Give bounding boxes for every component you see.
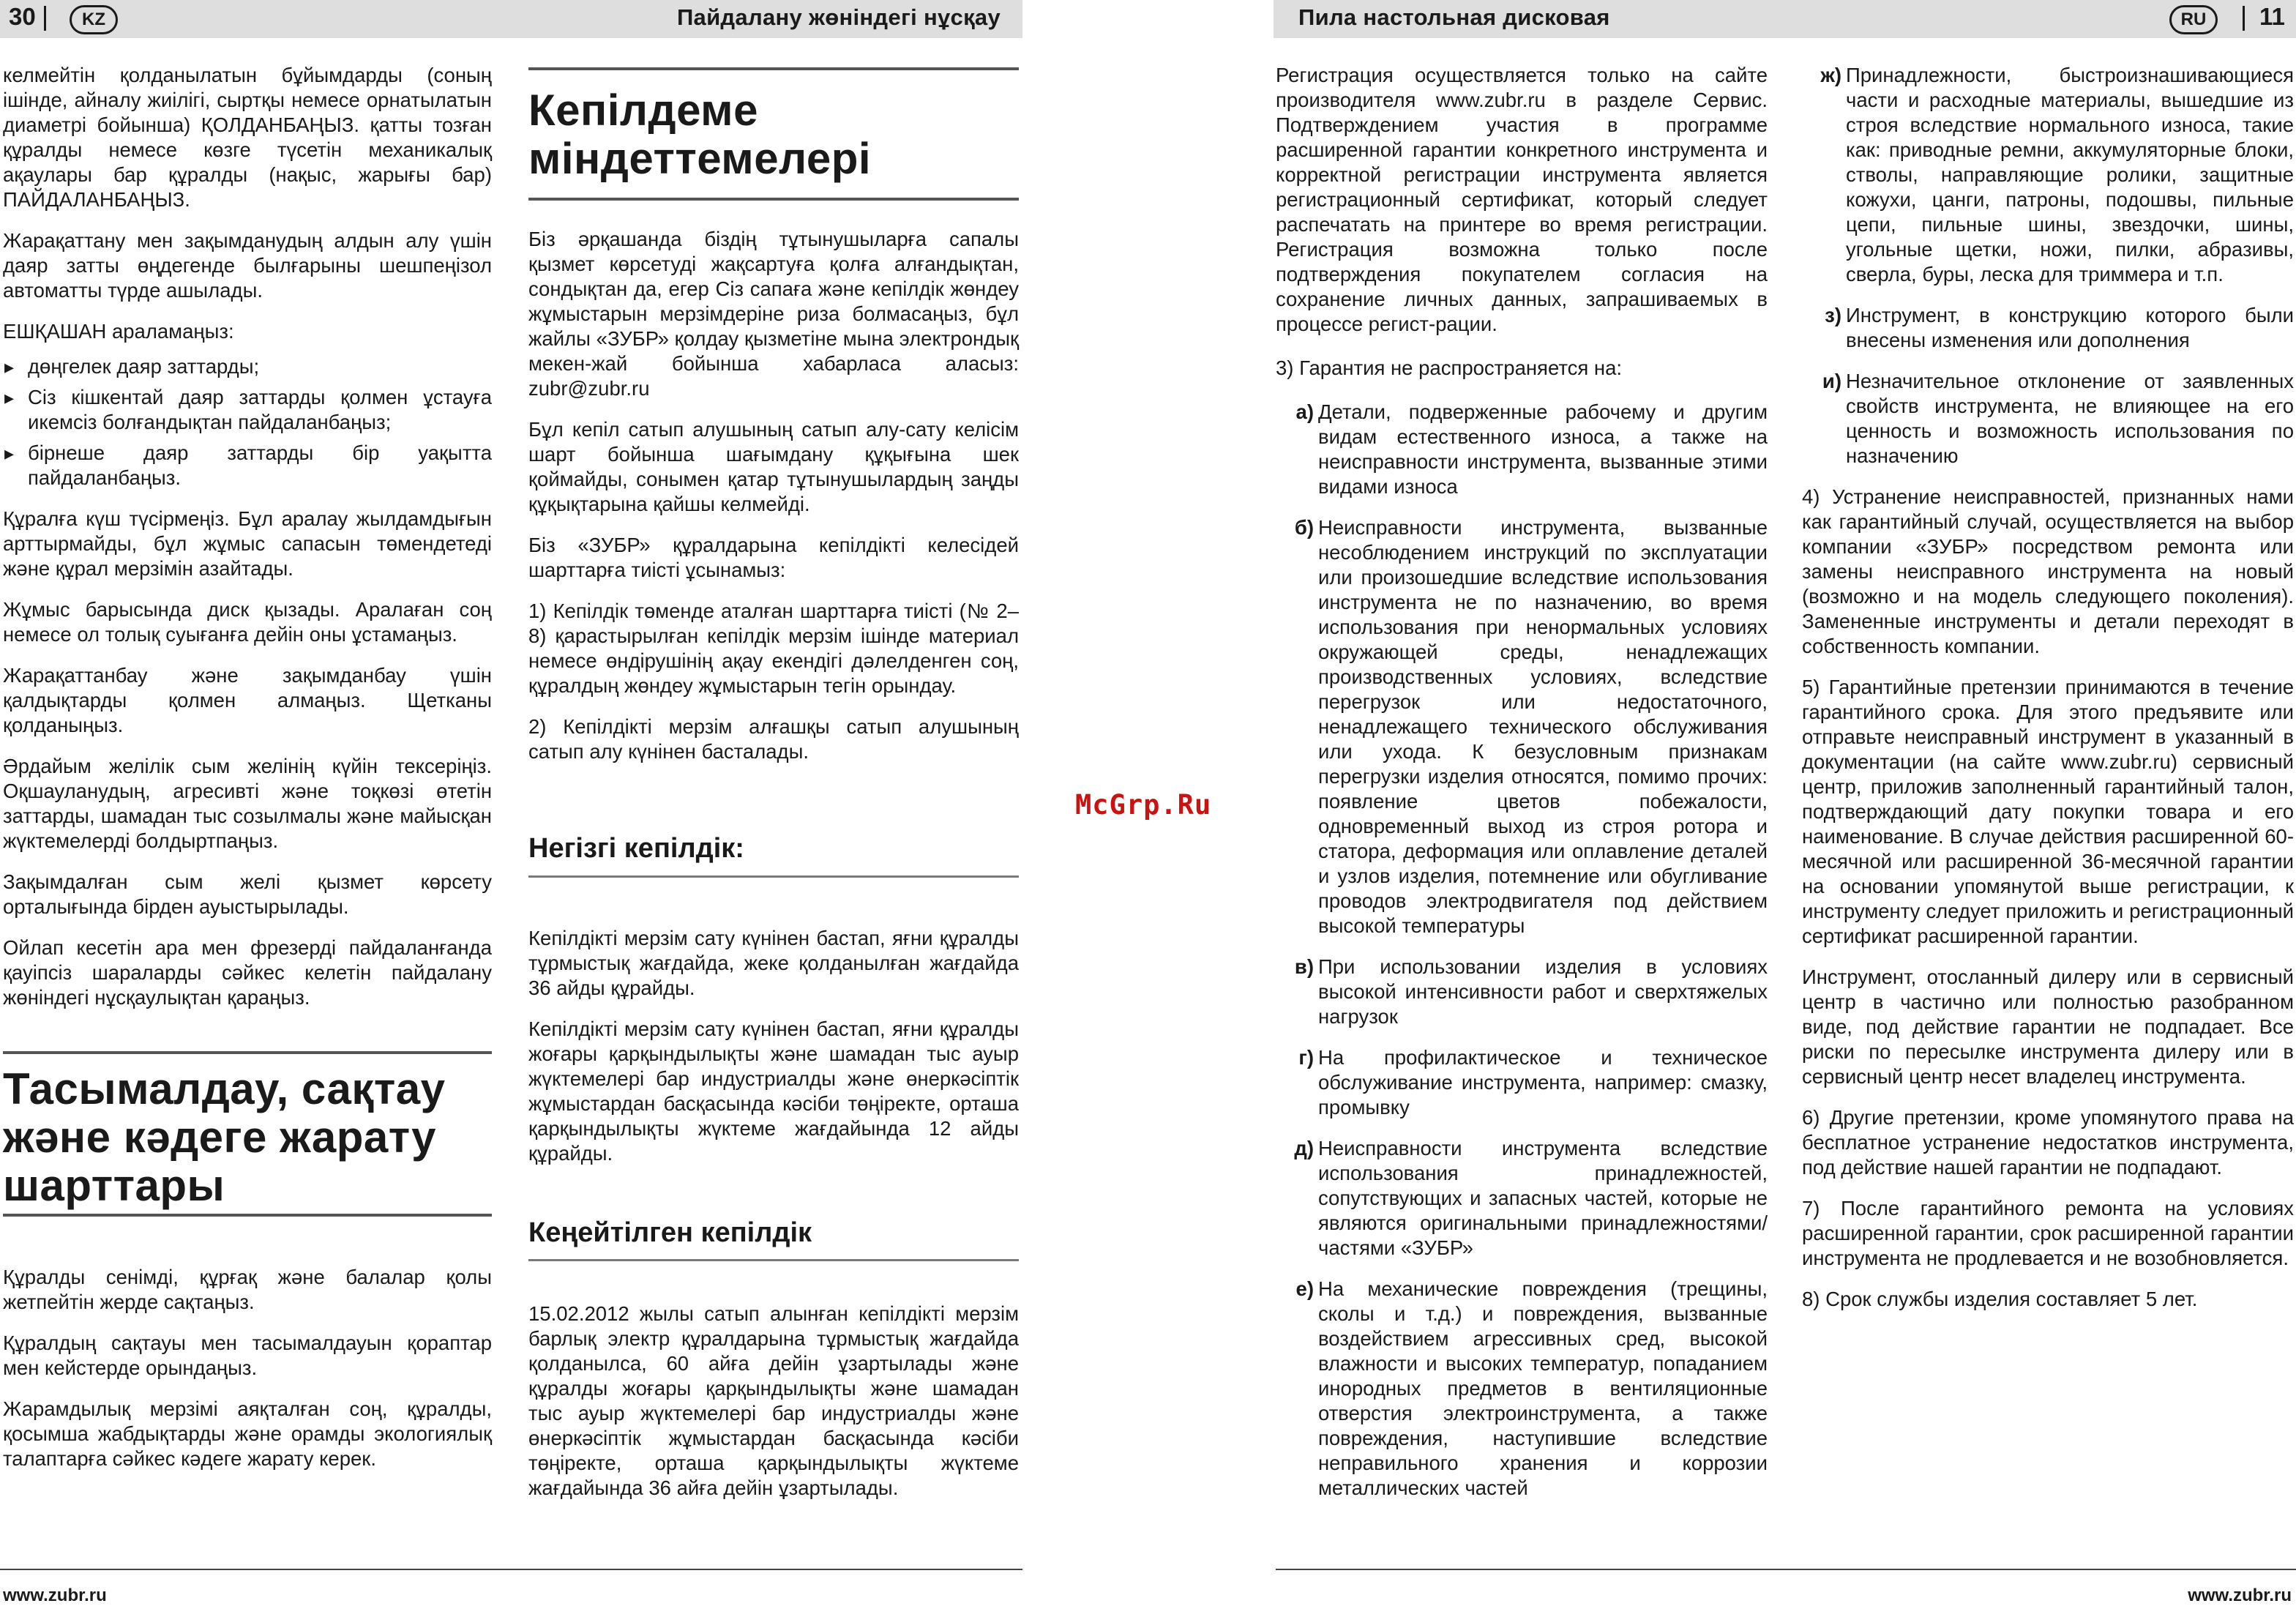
list-item bbox=[1276, 955, 1768, 1029]
header-title: Пила настольная дисковая bbox=[1298, 4, 1610, 30]
paragraph: Жарақаттану мен зақымданудың алдын алу үшін даяр затты өңдегенде былғарыны шешпеңізол автоматты түрде ашылады. bbox=[3, 229, 492, 302]
list-item: ▸ дөңгелек даяр заттарды; bbox=[3, 354, 492, 379]
section-heading-block bbox=[3, 1065, 492, 1210]
list-item bbox=[1276, 400, 1768, 499]
header-title: Пайдалану жөніндегі нұсқау bbox=[676, 4, 1001, 30]
paragraph: Құралды сенімді, құрғақ және балалар қолы жетпейтін жерде сақтаңыз. bbox=[3, 1266, 492, 1313]
subheading-block bbox=[528, 1216, 1019, 1250]
watermark: McGrp.Ru bbox=[1075, 789, 1212, 821]
subheading: Негізгі кепілдік: bbox=[528, 833, 744, 864]
item-label: в) bbox=[1294, 955, 1314, 978]
page-number: 11 bbox=[2259, 3, 2285, 30]
list-item bbox=[1276, 515, 1768, 938]
footer-url[interactable]: www.zubr.ru bbox=[3, 1586, 107, 1605]
footer-url[interactable]: www.zubr.ru bbox=[2188, 1586, 2292, 1605]
footer-rule bbox=[1276, 1569, 2296, 1570]
item-label: ж) bbox=[1820, 64, 1841, 86]
section-rule bbox=[3, 1051, 492, 1054]
item-text: Детали, подверженные рабочему и другим видам естественного износа, а также на неисправности инструмента, вызванные этими видами износа bbox=[1318, 400, 1768, 498]
subheading-block bbox=[528, 832, 1019, 865]
paragraph: 1) Кепілдік төменде аталған шарттарға тиісті (№ 2–8) қарастырылған кепілдік мерзім ішінде материал немесе өндірушінің ақау екендігі дәлелденген соң, құралдың жөндеу жұмыстарын тегін орындау. bbox=[528, 600, 1019, 697]
paragraph: Құралдың сақтауы мен тасымалдауын қораптар мен кейстерде орындаңыз. bbox=[3, 1332, 492, 1379]
paragraph: 6) Другие претензии, кроме упомянутого права на бесплатное устранение недостатков инструмента, под действие нашей гарантии не подпадают. bbox=[1802, 1106, 2294, 1179]
paragraph: Ойлап кесетін ара мен фрезерді пайдаланғанда қауіпсіз шараларды сәйкес келетін пайдалану жөніндегі нұсқаулықтан қараңыз. bbox=[3, 936, 492, 1009]
paragraph: 3) Гарантия не распространяется на: bbox=[1276, 356, 1623, 379]
item-label: д) bbox=[1294, 1137, 1314, 1159]
item-text: Неисправности инструмента, вызванные несоблюдением инструкций по эксплуатации или произошедшие вследствие использования инструмента не по назначению, во время использования при ненормальных условиях окружающей среды, ненадлежащих производственных условиях, вследствие перегрузок или недостаточного, ненадлежащего технического обслуживания или ухода. К безусловным признакам перегрузки изделия относятся, помимо прочих: появление цветов побежалости, одновременный выход из строя ротора и статора, деформация или оплавление деталей и узлов изделия, потемнение или обугливание проводов электродвигателя под действием высокой температуры bbox=[1318, 516, 1768, 937]
section-rule bbox=[528, 198, 1019, 201]
section-heading: Тасымалдау, сақтау және кәдеге жарату шарттары bbox=[3, 1064, 446, 1210]
paragraph: Құралға күш түсірмеңіз. Бұл аралау жылдамдығын арттырмайды, бұл жұмыс сапасын төмендетеді және құрал мерзімін азайтады. bbox=[3, 507, 492, 580]
paragraph: 8) Срок службы изделия составляет 5 лет. bbox=[1802, 1288, 2198, 1310]
paragraph: 15.02.2012 жылы сатып алынған кепілдікті мерзім барлық электр құралдарына тұрмыстық жағдайда қолданылса, 60 айға дейін ұзартылады және құралды жоғары қарқындылықты және шамадан тыс ауыр жүктемелері бар индустриалды және өнеркәсіптік жұмыстардан басқасында кәсіби төңіректе, орташа қарқындылықты жүктеме жағдайында 36 айға дейін ұзартылады. bbox=[528, 1302, 1019, 1499]
item-text: При использовании изделия в условиях высокой интенсивности работ и сверхтяжелых нагрузок bbox=[1318, 955, 1768, 1028]
section-rule bbox=[3, 1214, 492, 1217]
item-text: Неисправности инструмента вследствие использования принадлежностей, сопутствующих и запасных частей, которые не являются оригинальными принадлежностями/частями «ЗУБР» bbox=[1318, 1137, 1768, 1259]
paragraph: Бұл кепіл сатып алушының сатып алу-сату келісім шарт бойынша шағымдану құқығына шек қоймайды, сонымен қатар тұтынушылардың заңды құқықтарына қайшы келмейді. bbox=[528, 418, 1019, 515]
item-label: з) bbox=[1825, 304, 1841, 326]
paragraph: 5) Гарантийные претензии принимаются в течение гарантийного срока. Для этого предъявите или отправьте неисправный инструмент в указанный в документации (на сайте www.zubr.ru) сервисный центр, приложив заполненный гарантийный талон, подтверждающий дату покупки товара и его наименование. В случае действия расширенной 60-месячной или расширенной 36-месячной гарантии на основании упомянутой выше регистрации, к инструменту следует приложить и регистрационный сертификат расширенной гарантии. bbox=[1802, 676, 2294, 947]
item-text: Принадлежности, быстроизнашивающиеся части и расходные материалы, вышедшие из строя вследствие нормального износа, такие как: приводные ремни, аккумуляторные блоки, стволы, направляющие ролики, защитные кожухи, цанги, патроны, подошвы, пильные цепи, пильные шины, звездочки, шины, угольные щетки, ножи, пилки, абразивы, сверла, буры, леска для триммера и т.п. bbox=[1846, 64, 2294, 285]
list-item: ▸ бірнеше даяр заттарды бір уақытта пайдаланбаңыз. bbox=[3, 441, 492, 490]
list-item bbox=[1276, 1277, 1768, 1501]
item-text: На механические повреждения (трещины, сколы и т.д.) и повреждения, вызванные воздействием агрессивных сред, высокой влажности и высоких температур, попаданием инородных предметов в вентиляционные отверстия электроинструмента, а также повреждения, наступившие вследствие неправильного хранения и коррозии металлических частей bbox=[1318, 1277, 1768, 1499]
left-page-column-1-bottom bbox=[3, 1265, 492, 1487]
item-label: и) bbox=[1822, 370, 1841, 392]
warranty-heading-block bbox=[528, 86, 1019, 183]
item-label: б) bbox=[1294, 516, 1314, 539]
paragraph: 7) После гарантийного ремонта на условиях расширенной гарантии, срок расширенной гарантии инструмента не продлевается и не возобновляется. bbox=[1802, 1197, 2294, 1269]
basic-warranty-text bbox=[528, 926, 1019, 1182]
item-label: а) bbox=[1295, 400, 1314, 423]
list-item bbox=[1802, 369, 2294, 468]
left-page bbox=[0, 0, 1025, 1617]
item-label: е) bbox=[1295, 1277, 1314, 1300]
paragraph: 2) Кепілдікті мерзім алғашқы сатып алушының сатып алу күнінен басталады. bbox=[528, 715, 1019, 763]
list-item bbox=[1276, 1136, 1768, 1261]
paragraph: Кепілдікті мерзім сату күнінен бастап, яғни құралды тұрмыстық жағдайда, жеке қолданылған жағдайда 36 айды құрайды. bbox=[528, 927, 1019, 999]
item-text: Инструмент, в конструкцию которого были внесены изменения или дополнения bbox=[1846, 304, 2294, 351]
paragraph: Регистрация осуществляется только на сайте производителя www.zubr.ru в разделе Сервис. Подтверждением участия в программе расширенной гарантии конкретного инструмента и корректной регистрации инструмента является регистрационный сертификат, который следует распечатать на принтере во время регистрации. Регистрация возможна только после подтверждения покупателем согласия на сохранение личных данных, запрашиваемых в процессе регист-рации. bbox=[1276, 64, 1768, 335]
section-heading: Кепілдеме міндеттемелері bbox=[528, 86, 872, 183]
paragraph: Жарамдылық мерзімі аяқталған соң, құралды, қосымша жабдықтарды және орамды экологиялық талаптарға сәйкес кәдеге жарату керек. bbox=[3, 1397, 492, 1470]
list-item bbox=[1802, 303, 2294, 353]
paragraph: Әрдайым желілік сым желінің күйін тексеріңіз. Оқшауланудың, агресивті және тоқкөзі өтетін заттарды, шамадан тыс созылмалы және майысқан жүктемелерді болдыртпаңыз. bbox=[3, 755, 492, 852]
paragraph: Инструмент, отосланный дилеру или в сервисный центр в частично или полностью разобранном виде, под действие гарантии не подпадает. Все риски по пересылке инструмента дилеру или в сервисный центр несет владелец инструмента. bbox=[1802, 966, 2294, 1088]
list-item bbox=[1802, 63, 2294, 287]
paragraph: Кепілдікті мерзім сату күнінен бастап, яғни құралды жоғары қарқындылықты және шамадан тыс ауыр жүктемелері бар индустриалды және өнеркәсіптік жұмыстардан басқасында кәсіби төңіректе, орташа қарқындылықты жүктеме жағдайында 12 айды құрайды. bbox=[528, 1017, 1019, 1165]
paragraph: 4) Устранение неисправностей, признанных нами как гарантийный случай, осуществляется на выбор компании «ЗУБР» посредством ремонта или замены неисправного инструмента на новый (возможно и на модель следующего поколения). Замененные инструменты и детали переходят в собственность компании. bbox=[1802, 485, 2294, 657]
extended-warranty-text bbox=[528, 1302, 1019, 1517]
right-page bbox=[1274, 0, 2296, 1617]
item-text: На профилактическое и техническое обслуживание инструмента, например: смазку, промывку bbox=[1318, 1046, 1768, 1119]
paragraph: келмейтін қолданылатын бұйымдарды (соның ішінде, айналу жиілігі, сыртқы немесе орнатылатын диаметрі бойынша) ҚОЛДАНБАҢЫЗ. қатты тозған құралды немесе көзге түсетін механикалық ақаулары бар құралды (нақыс, жарығы бар) ПАЙДАЛАНБАҢЫЗ. bbox=[3, 64, 492, 211]
item-text: Незначительное отклонение от заявленных свойств инструмента, не влияющее на его ценность и возможность использования по назначению bbox=[1846, 370, 2294, 467]
bullet-list bbox=[3, 354, 492, 490]
language-badge: RU bbox=[2169, 5, 2218, 34]
item-label: г) bbox=[1298, 1046, 1314, 1069]
footer-rule bbox=[0, 1569, 1022, 1570]
right-page-column-1 bbox=[1276, 63, 1768, 1517]
paragraph: Зақымдалған сым желі қызмет көрсету орталығында бірден ауыстырылады. bbox=[3, 870, 492, 918]
paragraph: Жарақаттанбау және зақымданбау үшін қалдықтарды қолмен алмаңыз. Щетканы қолданыңыз. bbox=[3, 664, 492, 736]
subheading-rule bbox=[528, 875, 1019, 878]
language-badge: KZ bbox=[70, 5, 118, 34]
header-divider bbox=[44, 6, 46, 31]
page-number: 30 bbox=[9, 3, 36, 30]
list-item bbox=[1276, 1045, 1768, 1120]
header-divider bbox=[2243, 6, 2245, 31]
paragraph: Біз әрқашанда біздің тұтынушыларға сапалы қызмет көрсетуді жақсартуға қолға алғандықтан, сондықтан да, егер Сіз сапаға және кепілдік жөндеу жұмыстарын мерзімдеріне риза болмасаңыз, бұл жайлы «ЗУБР» қолдау қызметіне мына электрондық мекен-жай бойынша хабарласа аласыз: zubr@zubr.ru bbox=[528, 228, 1019, 400]
paragraph: ЕШҚАШАН араламаңыз: bbox=[3, 320, 234, 343]
section-rule bbox=[528, 67, 1019, 70]
left-page-column-1 bbox=[3, 63, 492, 1026]
paragraph: Біз «ЗУБР» құралдарына кепілдікті келесідей шарттарға тиісті ұсынамыз: bbox=[528, 534, 1019, 581]
list-item: ▸ Сіз кішкентай даяр заттарды қолмен ұстауға икемсіз болғандықтан пайдаланбаңыз; bbox=[3, 385, 492, 435]
subheading-rule bbox=[528, 1259, 1019, 1261]
right-page-column-2 bbox=[1802, 63, 2294, 1328]
left-page-column-2 bbox=[528, 227, 1019, 780]
paragraph: Жұмыс барысында диск қызады. Аралаған соң немесе ол толық суығанға дейін оны ұстамаңыз. bbox=[3, 598, 492, 646]
subheading: Кеңейтілген кепілдік bbox=[528, 1217, 812, 1248]
